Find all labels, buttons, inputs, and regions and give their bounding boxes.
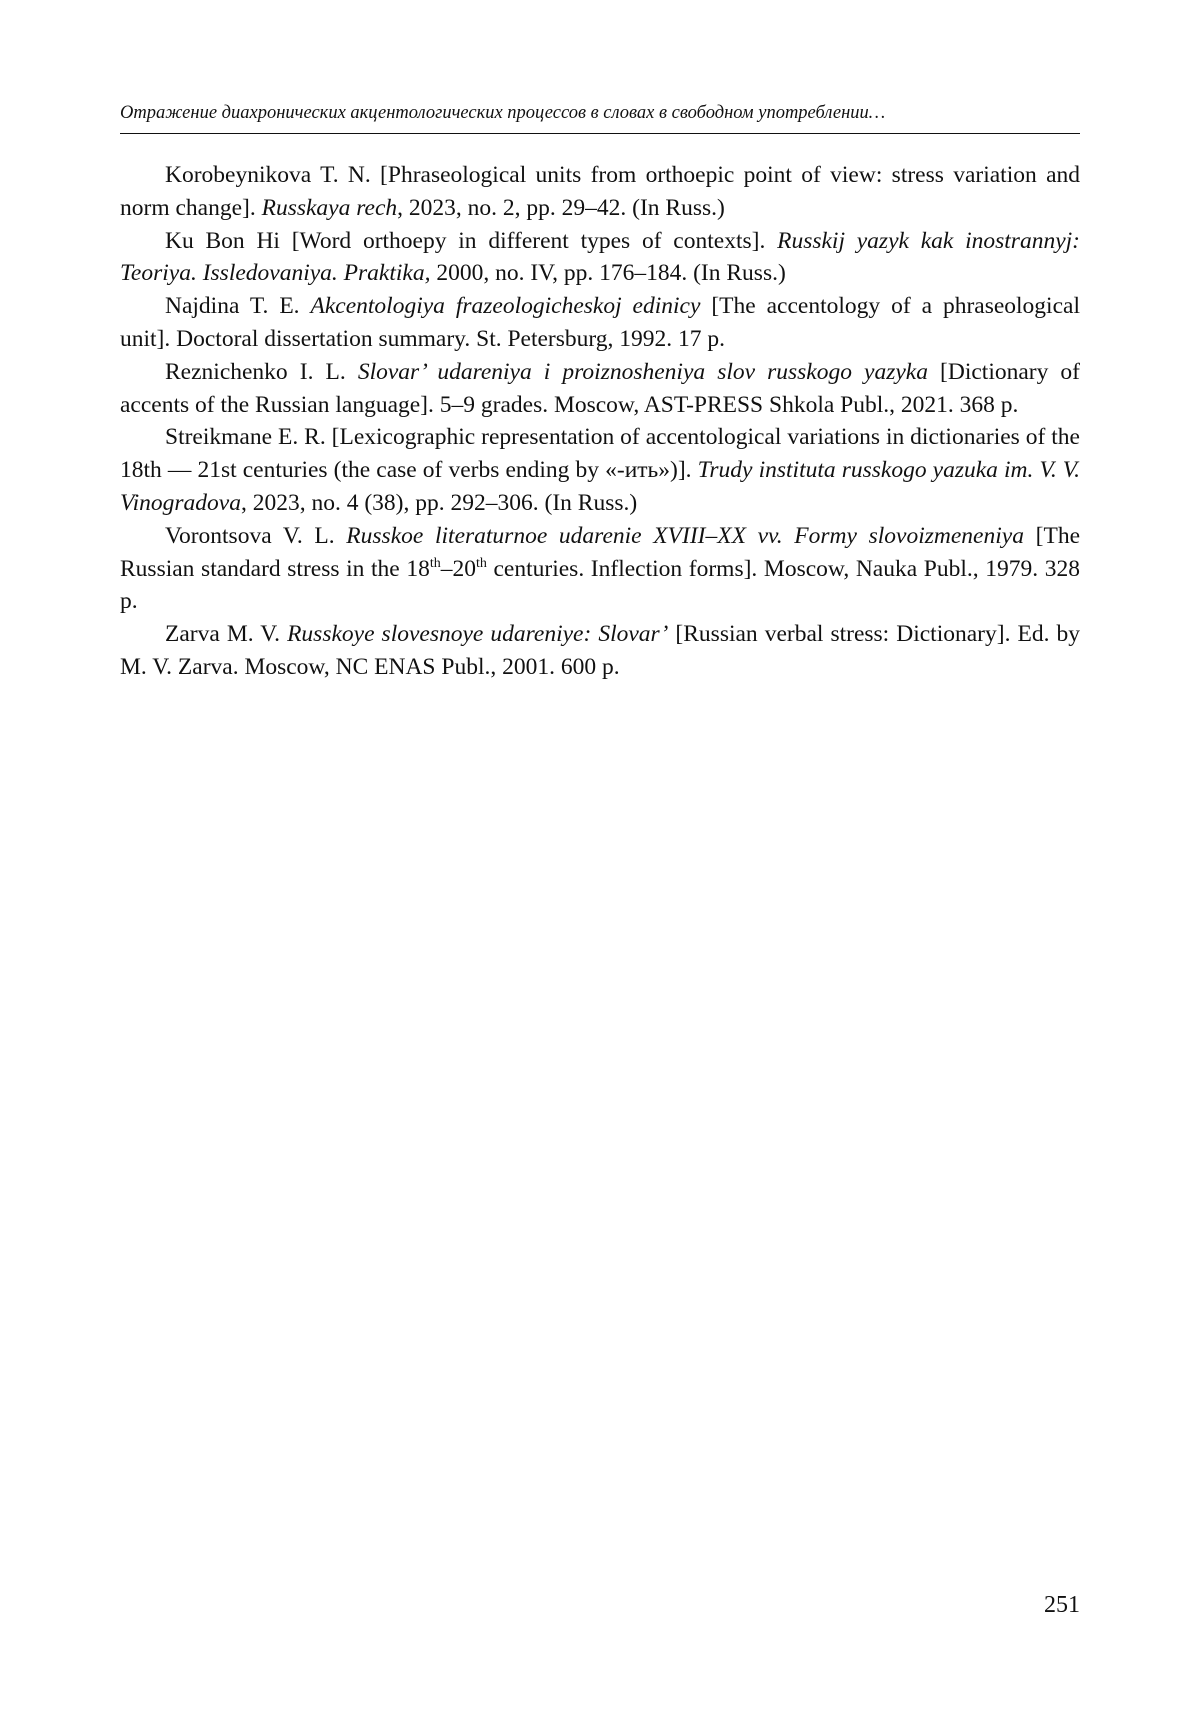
reference-source-title: Russkoye slovesnoye udareniye: Slovar’ <box>287 621 669 648</box>
reference-item-reznichenko <box>120 356 1080 422</box>
reference-details: [The Russian standard stress in the 18 <box>120 522 1080 582</box>
reference-text: Zarva M. V. <box>165 621 288 648</box>
reference-text: Ku Bon Hi [Word orthoepy in different types of contexts]. <box>165 227 778 254</box>
reference-text: Korobeynikova T. N. [Phraseological units from orthoepic point of view: stress variation and norm change]. <box>120 162 1080 221</box>
reference-list <box>120 159 1080 684</box>
reference-item-ku-bon-hi <box>120 225 1080 291</box>
reference-item-vorontsova <box>120 520 1080 618</box>
reference-details: , 2023, no. 4 (38), pp. 292–306. (In Russ.) <box>240 489 638 516</box>
superscript: th <box>429 555 441 571</box>
reference-source-title: Russkaya rech <box>261 194 398 221</box>
reference-source-title: Russkoe literaturnoe udarenie XVIII–XX vv. Formy slovoizmeneniya <box>346 522 1024 549</box>
reference-text: Streikmane E. R. [Lexicographic representation of accentological variations in dictionaries of the 18th — 21st centuries (the case of verbs ending by «-ить»)]. <box>120 424 1080 484</box>
superscript: th <box>475 555 487 571</box>
reference-source-title: Akcentologiya frazeologicheskoj edinicy <box>310 293 701 320</box>
reference-details: 2000, no. IV, pp. 176–184. (In Russ.) <box>430 260 786 287</box>
reference-item-korobeynikova <box>120 159 1080 225</box>
reference-text: Vorontsova V. L. <box>165 522 347 549</box>
reference-details: , 2023, no. 2, pp. 29–42. (In Russ.) <box>397 194 725 221</box>
reference-details: [Dictionary of accents of the Russian language]. 5–9 grades. Moscow, AST-PRESS Shkola Publ., 2021. 368 p. <box>120 358 1081 418</box>
reference-details: [Russian verbal stress: Dictionary]. Ed. by M. V. Zarva. Moscow, NC ENAS Publ., 2001. 600 p. <box>120 621 1081 680</box>
running-header: Отражение диахронических акцентологических процессов в словах в свободном употреблении… <box>120 103 886 123</box>
reference-details: [The accentology of a phraseological unit]. Doctoral dissertation summary. St. Petersburg, 1992. 17 p. <box>120 293 1080 352</box>
header-rule <box>120 133 1080 134</box>
reference-source-title: Slovar’ udareniya i proiznosheniya slov russkogo yazyka <box>357 358 928 385</box>
reference-details: centuries. Inflection forms]. Moscow, Nauka Publ., 1979. 328 p. <box>120 555 1080 615</box>
reference-item-najdina <box>120 290 1080 356</box>
reference-item-streikmane <box>120 421 1080 519</box>
reference-text: Najdina T. E. <box>165 293 311 320</box>
reference-text: Reznichenko I. L. <box>165 358 358 385</box>
reference-item-zarva <box>120 618 1080 684</box>
reference-source-title: Trudy instituta russkogo yazuka im. V. V. Vinogradova <box>120 457 1080 516</box>
reference-details: –20 <box>440 555 476 582</box>
reference-source-title: Russkij yazyk kak inostrannyj: Teoriya. Issledovaniya. Praktika, <box>120 227 1080 287</box>
page-number: 251 <box>1044 1592 1080 1618</box>
